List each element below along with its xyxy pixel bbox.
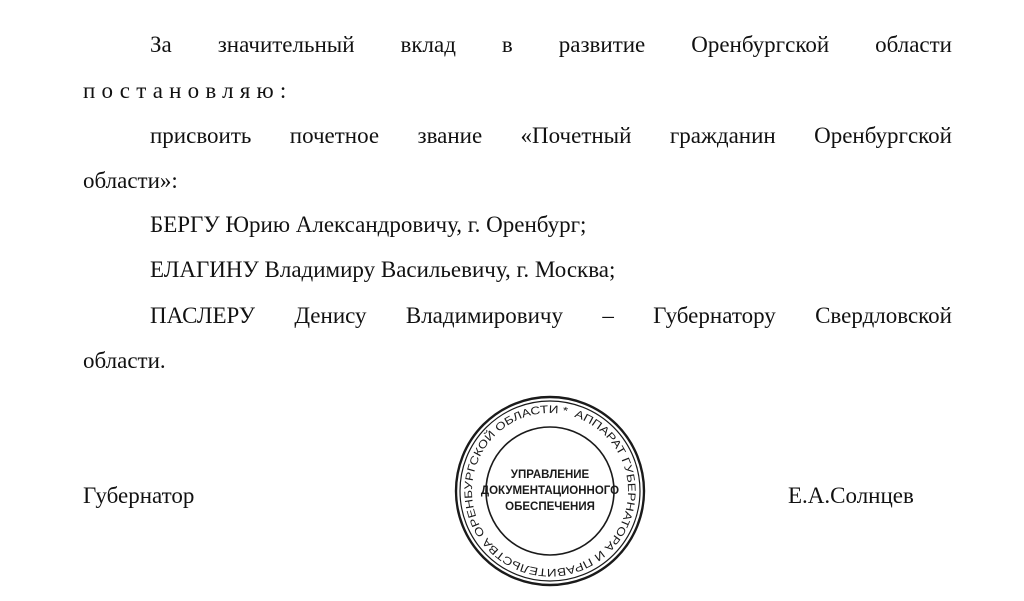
paragraph-award-line: присвоить почетное звание «Почетный гражданин Оренбургской bbox=[150, 123, 952, 148]
awardee-3-continuation: области. bbox=[83, 348, 166, 373]
awardee-1: БЕРГУ Юрию Александровичу, г. Оренбург; bbox=[150, 212, 587, 237]
paragraph-intro-line: За значительный вклад в развитие Оренбургской области bbox=[150, 32, 952, 57]
paragraph-award-continuation: области»: bbox=[83, 168, 178, 193]
stamp-ring-text: АППАРАТ ГУБЕРНАТОРА И ПРАВИТЕЛЬСТВА ОРЕНБУРГСКОЙ ОБЛАСТИ * bbox=[462, 403, 638, 579]
stamp-seal-graphic bbox=[452, 393, 648, 589]
stamp-center-line: ОБЕСПЕЧЕНИЯ bbox=[505, 501, 595, 513]
awardee-3: ПАСЛЕРУ Денису Владимировичу – Губернатору Свердловской bbox=[150, 303, 952, 328]
stamp-center-line: УПРАВЛЕНИЕ bbox=[510, 469, 590, 481]
official-stamp bbox=[452, 393, 648, 589]
signature-title: Губернатор bbox=[83, 483, 195, 508]
stamp-center-line: ДОКУМЕНТАЦИОННОГО bbox=[480, 485, 620, 497]
decree-word: постановляю: bbox=[83, 78, 293, 103]
awardee-2: ЕЛАГИНУ Владимиру Васильевичу, г. Москва; bbox=[150, 257, 616, 282]
signature-name: Е.А.Солнцев bbox=[788, 483, 914, 508]
